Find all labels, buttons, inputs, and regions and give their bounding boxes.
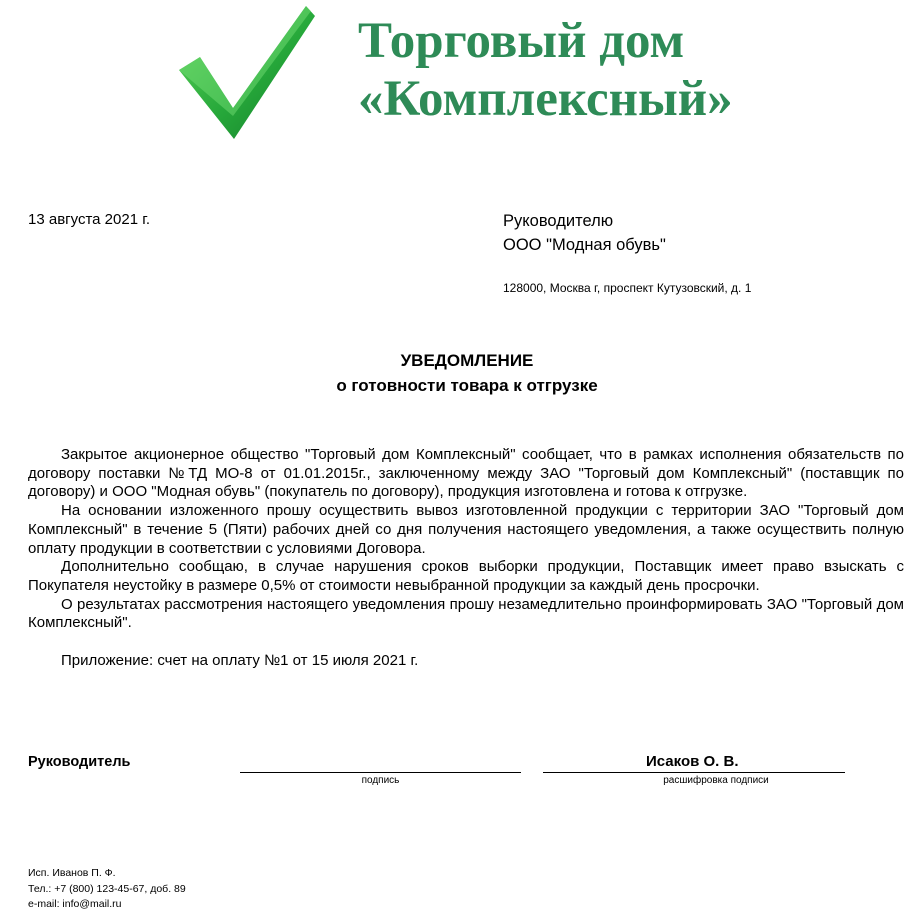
signature-decoding-caption: расшифровка подписи (663, 775, 769, 786)
attachment-note: Приложение: счет на оплату №1 от 15 июля 2021 г. (61, 652, 419, 670)
company-name-line2: «Комплексный» (358, 71, 733, 127)
signature-role: Руководитель (28, 754, 131, 770)
recipient-block (503, 209, 666, 257)
title-subtitle: о готовности товара к отгрузке (336, 376, 598, 395)
body-paragraph: На основании изложенного прошу осуществить вывоз изготовленной продукции с территории ЗАО "Торговый дом Комплексный" в течение 5 (Пяти) рабочих дней со дня получения настоящего уведомления, а также осуществить полную оплату продукции в соответствии с условиями Договора. (28, 502, 904, 557)
title-main: УВЕДОМЛЕНИЕ (400, 351, 534, 370)
signature-caption: подпись (361, 775, 400, 786)
executor-contacts (28, 866, 186, 913)
letter-date: 13 августа 2021 г. (28, 211, 151, 228)
executor-phone: Тел.: +7 (800) 123-45-67, доб. 89 (28, 882, 186, 895)
signature-decoding-line (543, 772, 845, 773)
recipient-company: ООО "Модная обувь" (503, 236, 666, 254)
signer-name: Исаков О. В. (646, 753, 739, 770)
signature-line (240, 772, 521, 773)
body-paragraph: Закрытое акционерное общество "Торговый дом Комплексный" сообщает, что в рамках исполнения обязательств по договору поставки №ТД МО-8 от 01.01.2015г., заключенному между ЗАО "Торговый дом Комплексный" (поставщик по договору) и ООО "Модная обувь" (покупатель по договору), продукция изготовлена и готова к отгрузке. (28, 446, 904, 501)
letter-body (28, 446, 904, 671)
executor-email: e-mail: info@mail.ru (28, 898, 122, 910)
recipient-address: 128000, Москва г, проспект Кутузовский, д. 1 (503, 281, 752, 295)
company-name (358, 12, 733, 128)
body-paragraph: Дополнительно сообщаю, в случае нарушения сроков выборки продукции, Поставщик имеет право взыскать с Покупателя неустойку в размере 0,5% от стоимости невыбранной продукции за каждый день просрочки. (28, 558, 904, 594)
document-title (0, 348, 918, 398)
company-name-line1: Торговый дом (358, 13, 685, 69)
checkmark-icon (176, 4, 318, 142)
recipient-position: Руководителю (503, 212, 614, 230)
body-paragraph: О результатах рассмотрения настоящего уведомления прошу незамедлительно проинформировать ЗАО "Торговый дом Комплексный". (28, 595, 904, 632)
executor-name: Исп. Иванов П. Ф. (28, 867, 116, 879)
